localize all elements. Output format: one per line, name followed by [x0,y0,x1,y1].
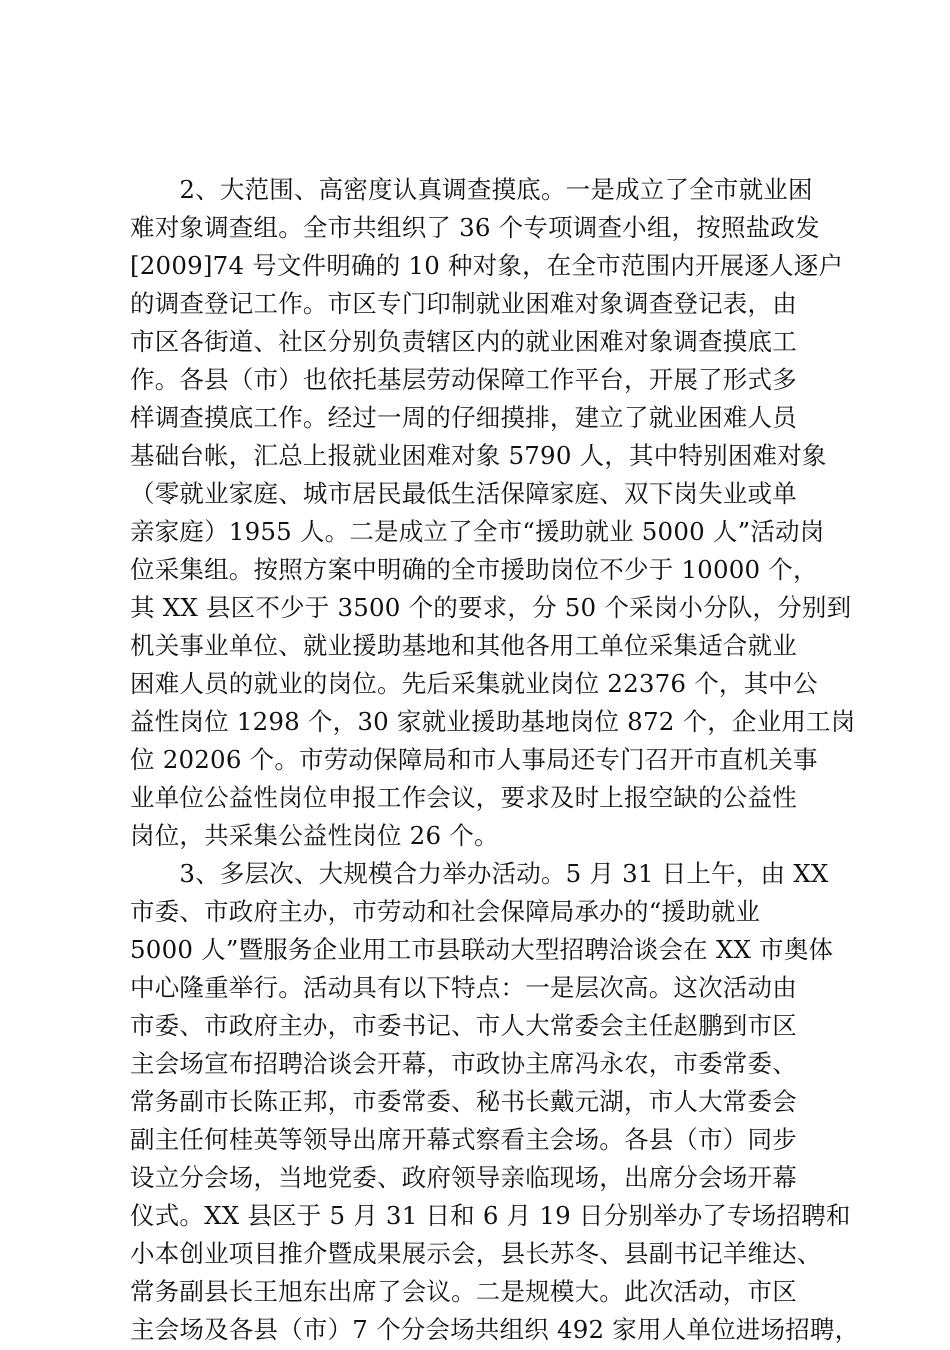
text-line: 样调查摸底工作。经过一周的仔细摸排，建立了就业困难人员 [130,403,797,432]
text-line: 主会场宣布招聘洽谈会开幕，市政协主席冯永农，市委常委、 [130,1049,797,1078]
text-line: 常务副县长王旭东出席了会议。二是规模大。此次活动，市区 [130,1277,797,1306]
text-line: 难对象调查组。全市共组织了 36 个专项调查小组，按照盐政发 [130,213,820,242]
text-line: 中心隆重举行。活动具有以下特点：一是层次高。这次活动由 [130,973,797,1002]
text-line: 常务副市长陈正邦，市委常委、秘书长戴元湖，市人大常委会 [130,1087,797,1116]
text-line: 业单位公益性岗位申报工作会议，要求及时上报空缺的公益性 [130,783,797,812]
text-line: 位采集组。按照方案中明确的全市援助岗位不少于 10000 个， [130,555,818,584]
text-line: 副主任何桂英等领导出席开幕式察看主会场。各县（市）同步 [130,1125,797,1154]
text-line: 基础台帐，汇总上报就业困难对象 5790 人，其中特别困难对象 [130,441,827,470]
text-line: 岗位，共采集公益性岗位 26 个。 [130,821,499,850]
text-line: 仪式。XX 县区于 5 月 31 日和 6 月 19 日分别举办了专场招聘和 [130,1201,851,1230]
text-line: 市委、市政府主办，市委书记、市人大常委会主任赵鹏到市区 [130,1011,797,1040]
text-line: 益性岗位 1298 个，30 家就业援助基地岗位 872 个，企业用工岗 [130,707,856,736]
text-line: 其 XX 县区不少于 3500 个的要求，分 50 个采岗小分队，分别到 [130,593,852,622]
text-line: 市区各街道、社区分别负责辖区内的就业困难对象调查摸底工 [130,327,797,356]
text-line: （零就业家庭、城市居民最低生活保障家庭、双下岗失业或单 [130,479,797,508]
text-line: 设立分会场，当地党委、政府领导亲临现场，出席分会场开幕 [130,1163,797,1192]
text-line: 作。各县（市）也依托基层劳动保障工作平台，开展了形式多 [130,365,797,394]
text-line: 位 20206 个。市劳动保障局和市人事局还专门召开市直机关事 [130,745,818,774]
text-line: 市委、市政府主办，市劳动和社会保障局承办的“援助就业 [130,897,761,926]
text-line: 小本创业项目推介暨成果展示会，县长苏冬、县副书记羊维达、 [130,1239,822,1268]
text-line: 5000 人”暨服务企业用工市县联动大型招聘洽谈会在 XX 市奥体 [130,935,834,964]
text-line: 3、多层次、大规模合力举办活动。5 月 31 日上午，由 XX [130,859,829,888]
text-line: 的调查登记工作。市区专门印制就业困难对象调查登记表，由 [130,289,797,318]
text-line: 主会场及各县（市）7 个分会场共组织 492 家用人单位进场招聘， [130,1315,860,1344]
text-line: 2、大范围、高密度认真调查摸底。一是成立了全市就业困 [130,175,813,204]
text-line: 机关事业单位、就业援助基地和其他各用工单位采集适合就业 [130,631,797,660]
text-line: 亲家庭）1955 人。二是成立了全市“援助就业 5000 人”活动岗 [130,517,825,546]
text-line: [2009]74 号文件明确的 10 种对象，在全市范围内开展逐人逐户 [130,251,844,280]
text-line: 困难人员的就业的岗位。先后采集就业岗位 22376 个，其中公 [130,669,818,698]
